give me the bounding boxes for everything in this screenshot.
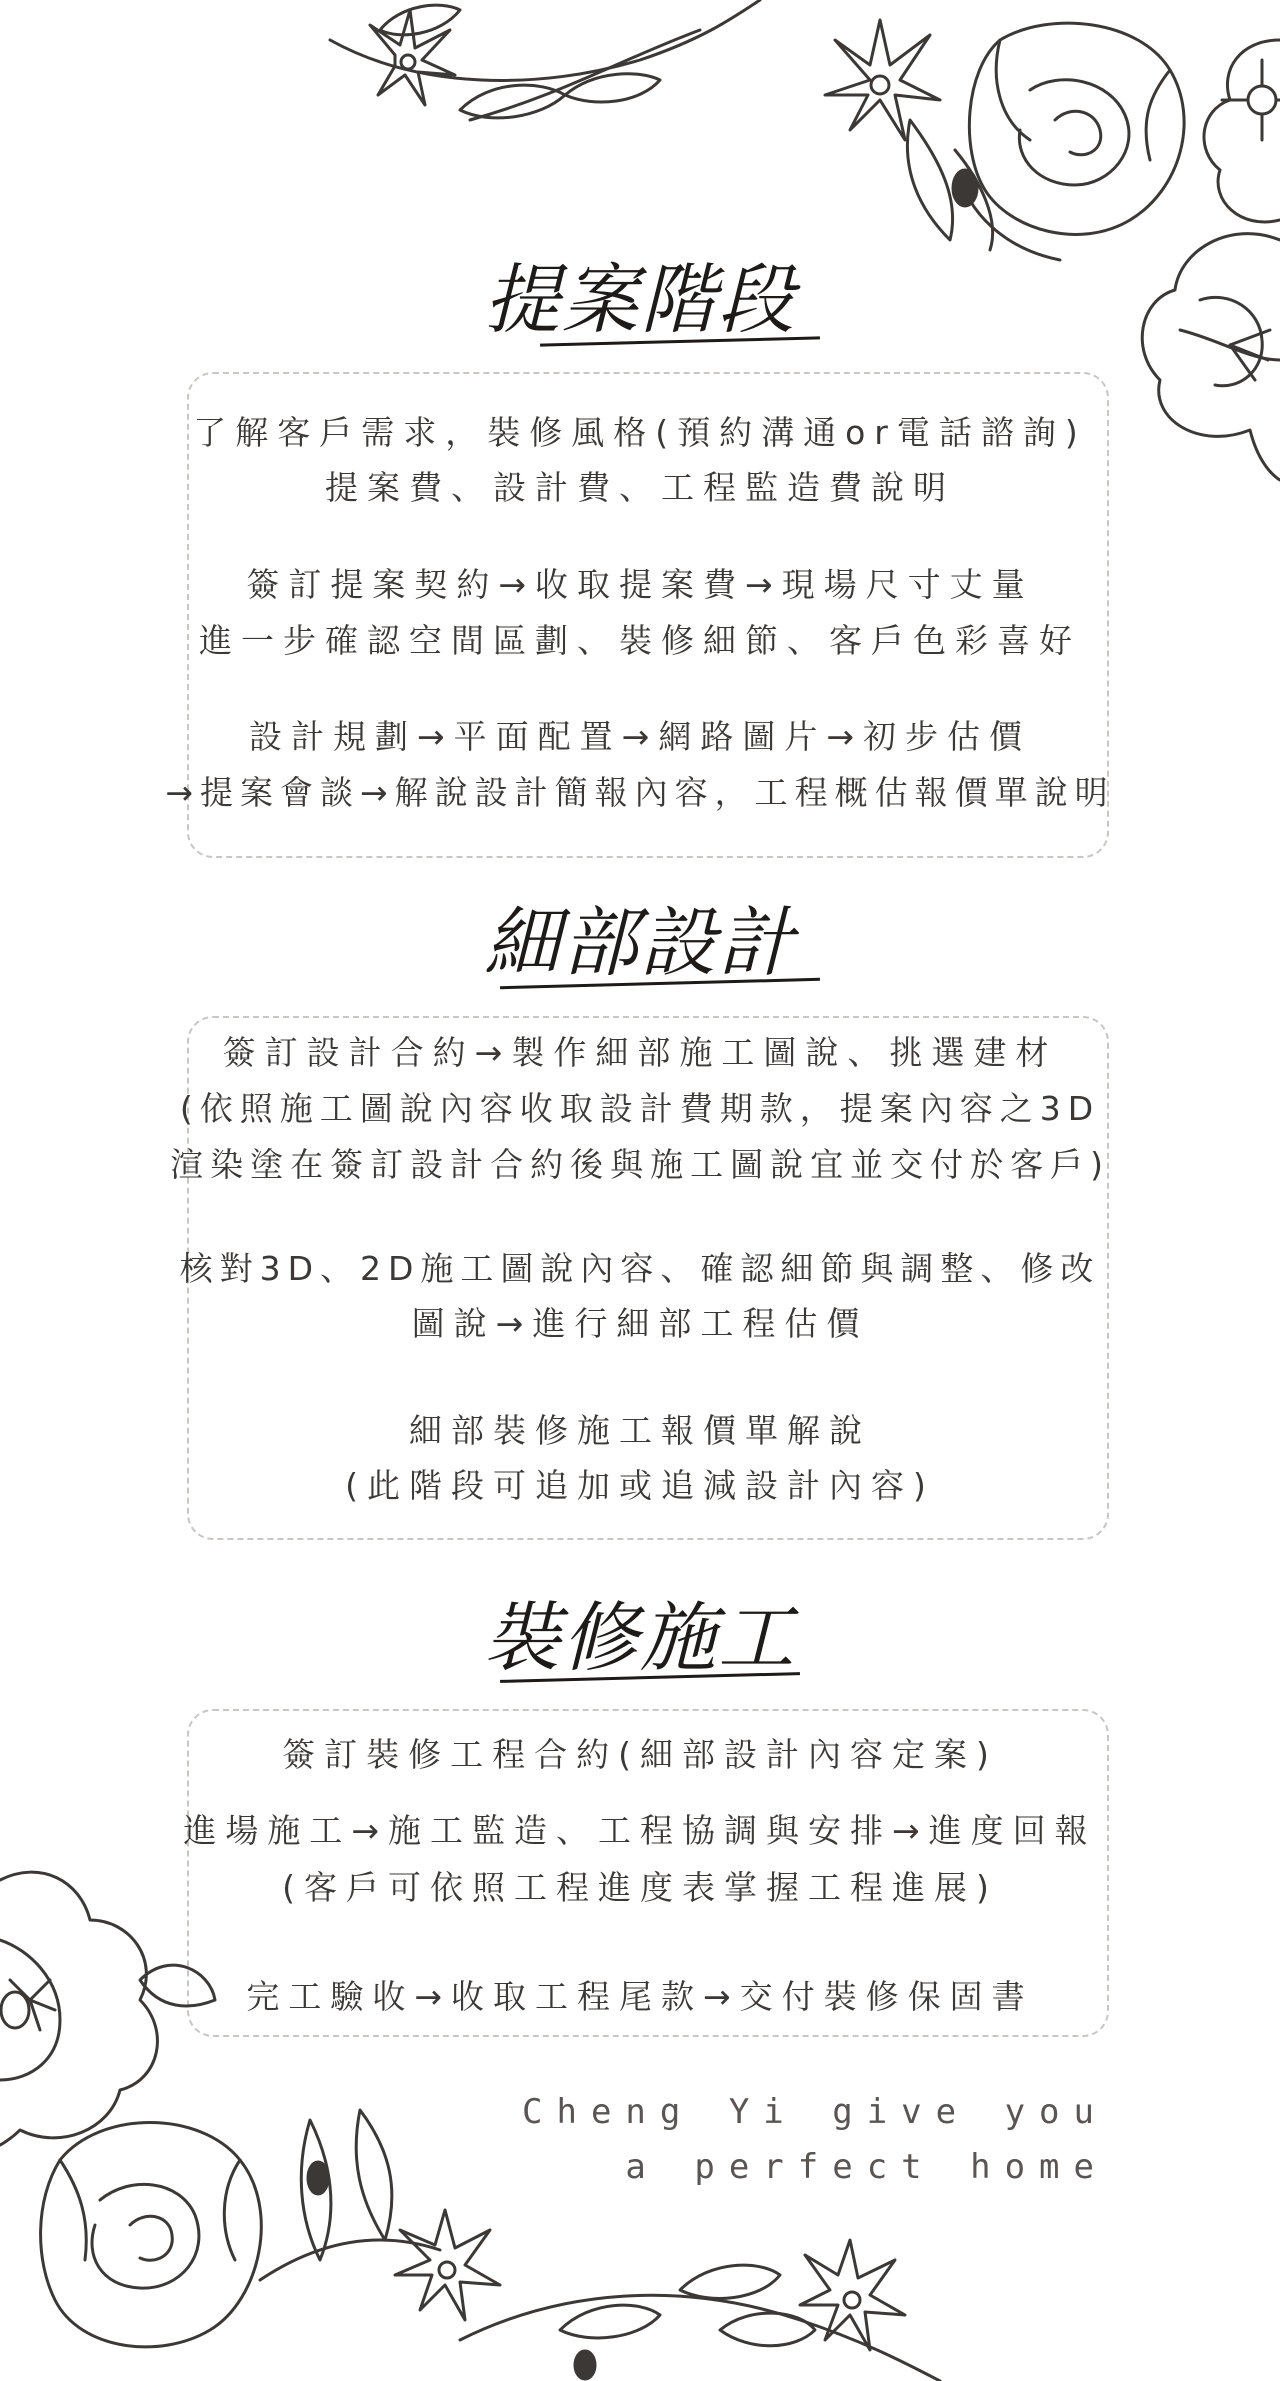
tagline-line-2: a perfect home bbox=[625, 2147, 1108, 2187]
proposal-line: →提案會談→解說設計簡報內容，工程概估報價單說明 bbox=[165, 773, 1115, 812]
detailed-design-line: (此階段可追加或追減設計內容) bbox=[345, 1466, 935, 1505]
tagline-line-1: Cheng Yi give you bbox=[522, 2092, 1108, 2132]
proposal-line: 進一步確認空間區劃、裝修細節、客戶色彩喜好 bbox=[199, 621, 1081, 660]
section-title-proposal: 提案階段 bbox=[484, 255, 796, 344]
detailed-design-line: 核對3D、2D施工圖說內容、確認細節與調整、修改 bbox=[179, 1249, 1101, 1288]
section-title-construction: 裝修施工 bbox=[484, 1593, 796, 1682]
detailed-design-line: 渲染塗在簽訂設計合約後與施工圖說宜並交付於客戶) bbox=[170, 1145, 1110, 1184]
proposal-line: 簽訂提案契約→收取提案費→現場尺寸丈量 bbox=[246, 565, 1034, 604]
construction-line: 簽訂裝修工程合約(細部設計內容定案) bbox=[282, 1735, 998, 1774]
construction-line: 完工驗收→收取工程尾款→交付裝修保固書 bbox=[246, 1977, 1034, 2016]
detailed-design-line: (依照施工圖說內容收取設計費期款，提案內容之3D bbox=[179, 1089, 1101, 1128]
proposal-line: 設計規劃→平面配置→網路圖片→初步估價 bbox=[249, 717, 1031, 756]
detailed-design-line: 簽訂設計合約→製作細部施工圖說、挑選建材 bbox=[222, 1033, 1058, 1072]
construction-line: (客戶可依照工程進度表掌握工程進展) bbox=[282, 1868, 998, 1907]
detailed-design-line: 圖說→進行細部工程估價 bbox=[411, 1304, 869, 1343]
proposal-line: 了解客戶需求，裝修風格(預約溝通or電話諮詢) bbox=[193, 413, 1087, 452]
detailed-design-line: 細部裝修施工報價單解說 bbox=[409, 1411, 871, 1450]
proposal-line: 提案費、設計費、工程監造費說明 bbox=[325, 468, 955, 507]
construction-line: 進場施工→施工監造、工程協調與安排→進度回報 bbox=[183, 1811, 1097, 1850]
section-title-detailed-design: 細部設計 bbox=[484, 898, 796, 987]
